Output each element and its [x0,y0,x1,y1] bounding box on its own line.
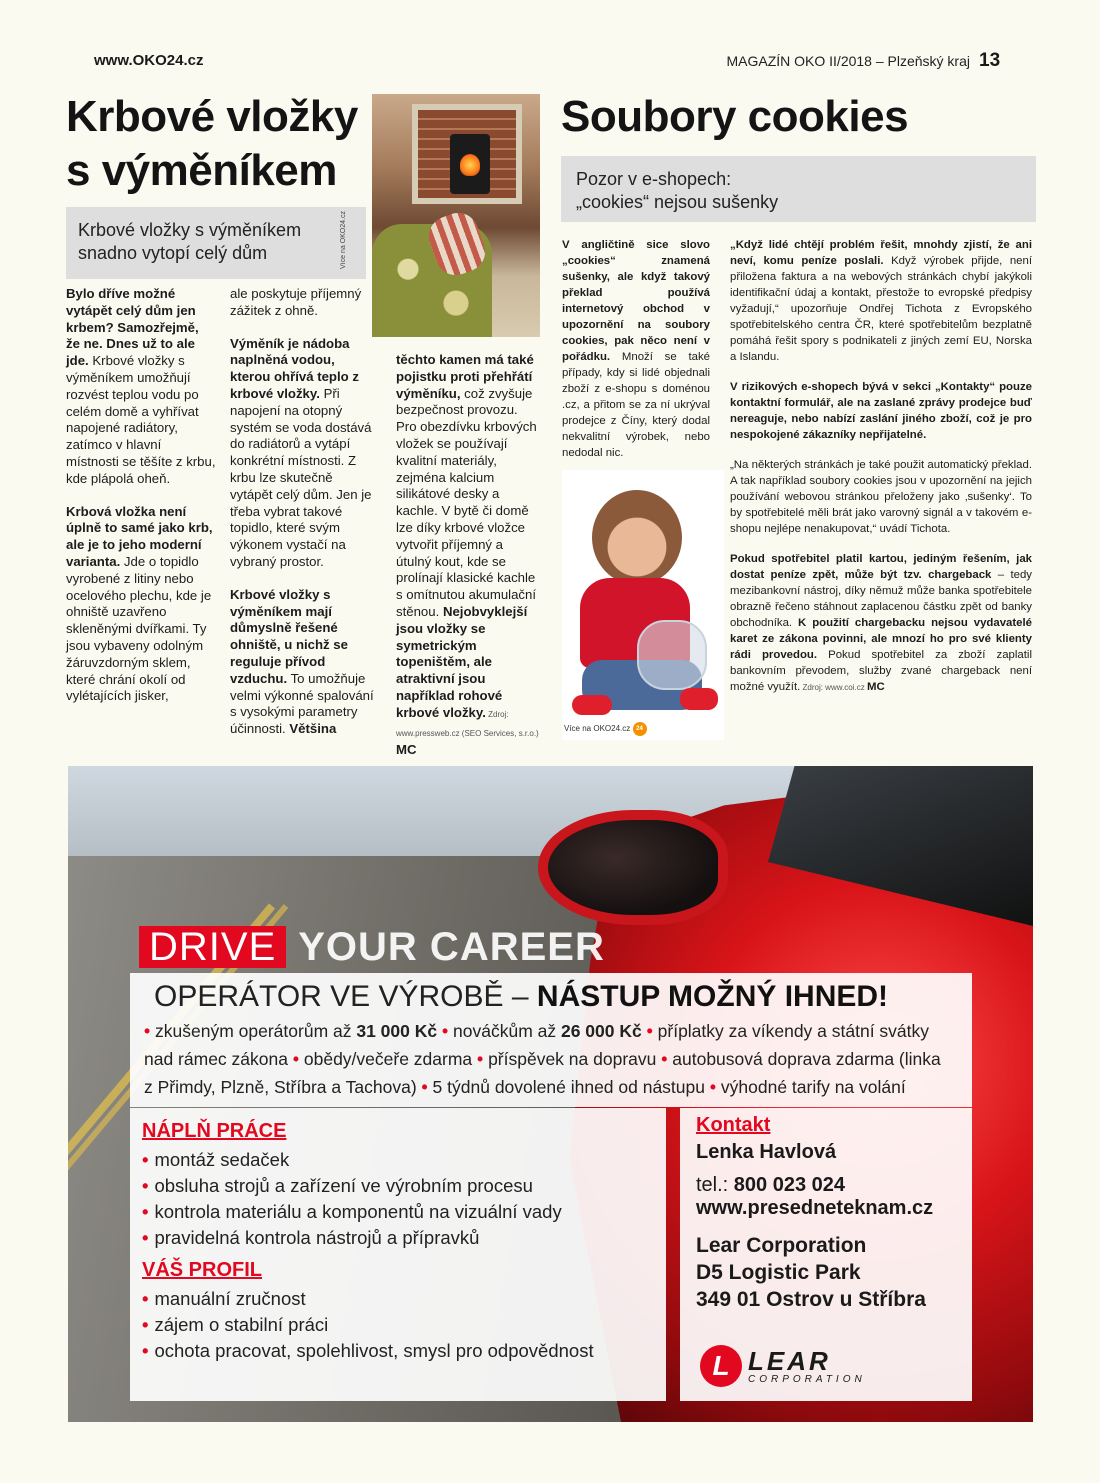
right-column-1 [562,237,710,475]
contact-website[interactable]: www.presedneteknam.cz [696,1197,934,1219]
c3-bold: V rizikových e-shopech bývá v sekci „Kontakty“ pouze kontaktní formulář, ale na zaslané zprávy prodejce buď nereaguje, nebo nabízí zaslání jiného zboží, což je pro nespokojené zákazníky nepřijatelné. [730,381,1032,441]
left-column-1 [66,286,216,721]
photo-caption: Více na OKO24.cz 24 [564,722,647,736]
list-item: • obsluha strojů a zařízení ve výrobním procesu [142,1173,654,1199]
p5-bold: Krbové vložky s výměníkem mají důmyslně řešené ohniště, u nichž se reguluje přívod vzduchu. [230,586,348,686]
left-column-3 [396,352,540,775]
left-lead-line-2: snadno vytopí celý dům [78,243,268,263]
c5-bold: Pokud spotřebitel platil kartou, jediným řešením, jak dostat peníze zpět, může být tzv. chargeback [730,553,1032,581]
list-item: • zájem o stabilní práci [142,1312,654,1338]
page-number: 13 [979,50,1001,71]
c1-text: Množí se také případy, kdy si lidé objednali zboží z e-shopu s doménou .cz, a přitom se za ní ukrýval prodejce z Číny, který dodal nekvalitní výrobek, nebo nedodal nic. [562,351,710,459]
right-lead-line-2: „cookies“ nejsou sušenky [576,192,779,212]
job-banner [130,973,972,1107]
lear-logo-icon: L [700,1345,742,1387]
job-benefits: • zkušeným operátorům až 31 000 Kč • nováčkům až 26 000 Kč • příplatky za víkendy a státní svátky nad rámec zákona • obědy/večeře zdarma • příspěvek na dopravu • autobusová doprava zdarma (linka z Přimdy, Plzně, Stříbra a Tachova) • 5 týdnů dovolené ihned od nástupu • výhodné tarify na volání [144,1021,941,1097]
right-lead-line-1: Pozor v e-shopech: [576,169,732,189]
p4-bold: Výměník je nádoba naplněná vodou, kterou ohřívá teplo z krbové vložky. [230,335,359,401]
list-item: • kontrola materiálu a komponentů na vizuální vady [142,1199,654,1225]
list-item: • montáž sedaček [142,1147,654,1173]
contact-name: Lenka Havlová [696,1141,837,1163]
issue-label: MAGAZÍN OKO II/2018 – Plzeňský kraj [726,53,970,69]
site-url: www.OKO24.cz [94,52,204,69]
p5-bold-2: Většina [289,721,337,737]
napln-title: NÁPLŇ PRÁCE [142,1120,287,1142]
left-title-line-1: Krbové vložky [66,92,358,141]
profil-list [142,1286,654,1364]
c5-bold-2: K použití chargebacku nejsou vydavatelé karet ze zákona povinni, ale mnozí ho pro své klienty rádi provedou. [730,617,1032,661]
c5-text-2: Pokud spotřebitel za zboží zaplatil bankovním převodem, služby zvané chargeback není možné využít. [730,649,1032,693]
right-article-title: Soubory cookies [561,92,909,141]
contact-phone[interactable]: tel.: 800 023 024 [696,1174,846,1196]
c4-text: „Na některých stránkách je také použit automatický překlad. A tak například soubory cookies jsou v upozornění na jejich používání webovou stránkou přeloženy jako ‚sušenky‘. To by spotřebitelé měli brát jako varovný signál a v takovém e-shopu nejlépe nenakupovat,“ uvádí Tichota. [730,459,1032,535]
company-address: Lear Corporation D5 Logistic Park 349 01 Ostrov u Stříbra [696,1234,926,1311]
p2-bold: Krbová vložka není úplně to samé jako krb, ale je to jeho moderní varianta. [66,503,213,569]
lear-logo: L LEAR CORPORATION [700,1345,866,1387]
p6-text: což zvyšuje bezpečnost provozu. Pro obezdívku krbových vložek se používají kvalitní materiály, zejména kalcium silikátové desky a kachle. V bytě či domě lze díky krbové vložce vytvořit příjemný a útulný kout, kde se prolínají klasické kachle s omítnutou akumulační stěnou. [396,385,537,619]
p2-text: Jde o topidlo vyrobené z litiny nebo ocelového plechu, kde je ohniště uzavřeno skleněnými dvířkami. Ty jsou vybaveny odolným žáruvzdorným sklem, které chrání okolí od vylétajících jisker, [66,553,212,704]
job-advertisement [68,766,1033,1422]
p4-text: Při napojení na otopný systém se voda dostává do radiátorů a vytápí konkrétní místnosti. Z krbu lze skutečně vytápět celý dům. Jen je třeba vybrat takové topidlo, které svým výkonem vystačí na vybraný prostor. [230,385,372,569]
napln-list [142,1147,654,1251]
p6-bold: těchto kamen má také pojistku proti přehřátí výměníku, [396,352,534,401]
left-article-title [66,90,426,198]
job-title: OPERÁTOR VE VÝROBĚ – NÁSTUP MOŽNÝ IHNED! [154,980,889,1013]
right-column-2 [730,237,1032,710]
profil-title: VÁŠ PROFIL [142,1259,263,1281]
oko24-logo: Více na OKO24.cz [340,211,347,269]
job-details [130,1108,666,1401]
p3-text: ale poskytuje příjemný zážitek z ohně. [230,286,362,318]
your-career-label: YOUR CAREER [298,925,605,969]
c2-bold: „Když lidé chtějí problém řešit, mnohdy zjistí, že ani neví, komu peníze poslali. [730,239,1032,267]
drive-your-career [139,926,617,968]
car-mirror-image [538,810,728,925]
p6-bold-2: Nejobvyklejší jsou vložky se symetrickým topeništěm, ale atraktivní jsou například rohové krbové vložky. [396,603,528,720]
drive-label: DRIVE [139,926,286,968]
p1-text: Krbové vložky s výměníkem umožňují rozvést teplou vodu po celém domě a vyhřívat napojené radiátory, zatímco v hlavní místnosti se těšíte z krbu, kde plápolá oheň. [66,353,216,486]
left-column-2 [230,286,378,754]
left-lead-line-1: Krbové vložky s výměníkem [78,220,302,240]
c5-text: – tedy mezibankovní nástroj, díky němuž může banka spotřebitele obrazně řečeno stáhnout zaplacenou částku zpět od banky obchodníka. [730,569,1032,629]
left-source: Zdroj: www.pressweb.cz (SEO Services, s.r.o.) [396,709,539,738]
contact-box [680,1108,972,1401]
oko24-seal-icon: 24 [633,722,647,736]
right-lead-box [561,156,1036,222]
child-cookie-photo [562,470,724,740]
c2-text: Když výrobek přijde, není přiložena faktura a na webových stránkách chybí jakýkoli identifikační údaj a kontakt, přestože to evropské předpisy vyžadují,“ upozorňuje Ondřej Tichota z Evropského spotřebitelského centra ČR, které spotřebitelům bezplatně pomáhá řešit spory s podnikateli z jiných zemí EU, Norska a Islandu. [730,255,1032,363]
list-item: • manuální zručnost [142,1286,654,1312]
left-title-line-2: s výměníkem [66,146,337,195]
p5-text: To umožňuje velmi výkonné spalování s vysokými parametry účinnosti. [230,670,374,737]
c1-bold: V angličtině sice slovo „cookies“ znamená sušenky, ale když takový překlad používá internetový obchod v upozornění na soubory cookies, pak něco není v pořádku. [562,239,710,363]
p1-bold: Bylo dříve možné vytápět celý dům jen krbem? Samozřejmě, že ne. Dnes už to ale jde. [66,286,199,369]
contact-title: Kontakt [696,1114,771,1136]
right-author: MC [866,681,885,693]
list-item: • pravidelná kontrola nástrojů a přípravků [142,1225,654,1251]
list-item: • ochota pracovat, spolehlivost, smysl pro odpovědnost [142,1338,654,1364]
right-source: Zdroj: www.coi.cz [800,683,867,692]
left-lead-box [66,207,366,279]
left-author: MC [396,742,417,758]
